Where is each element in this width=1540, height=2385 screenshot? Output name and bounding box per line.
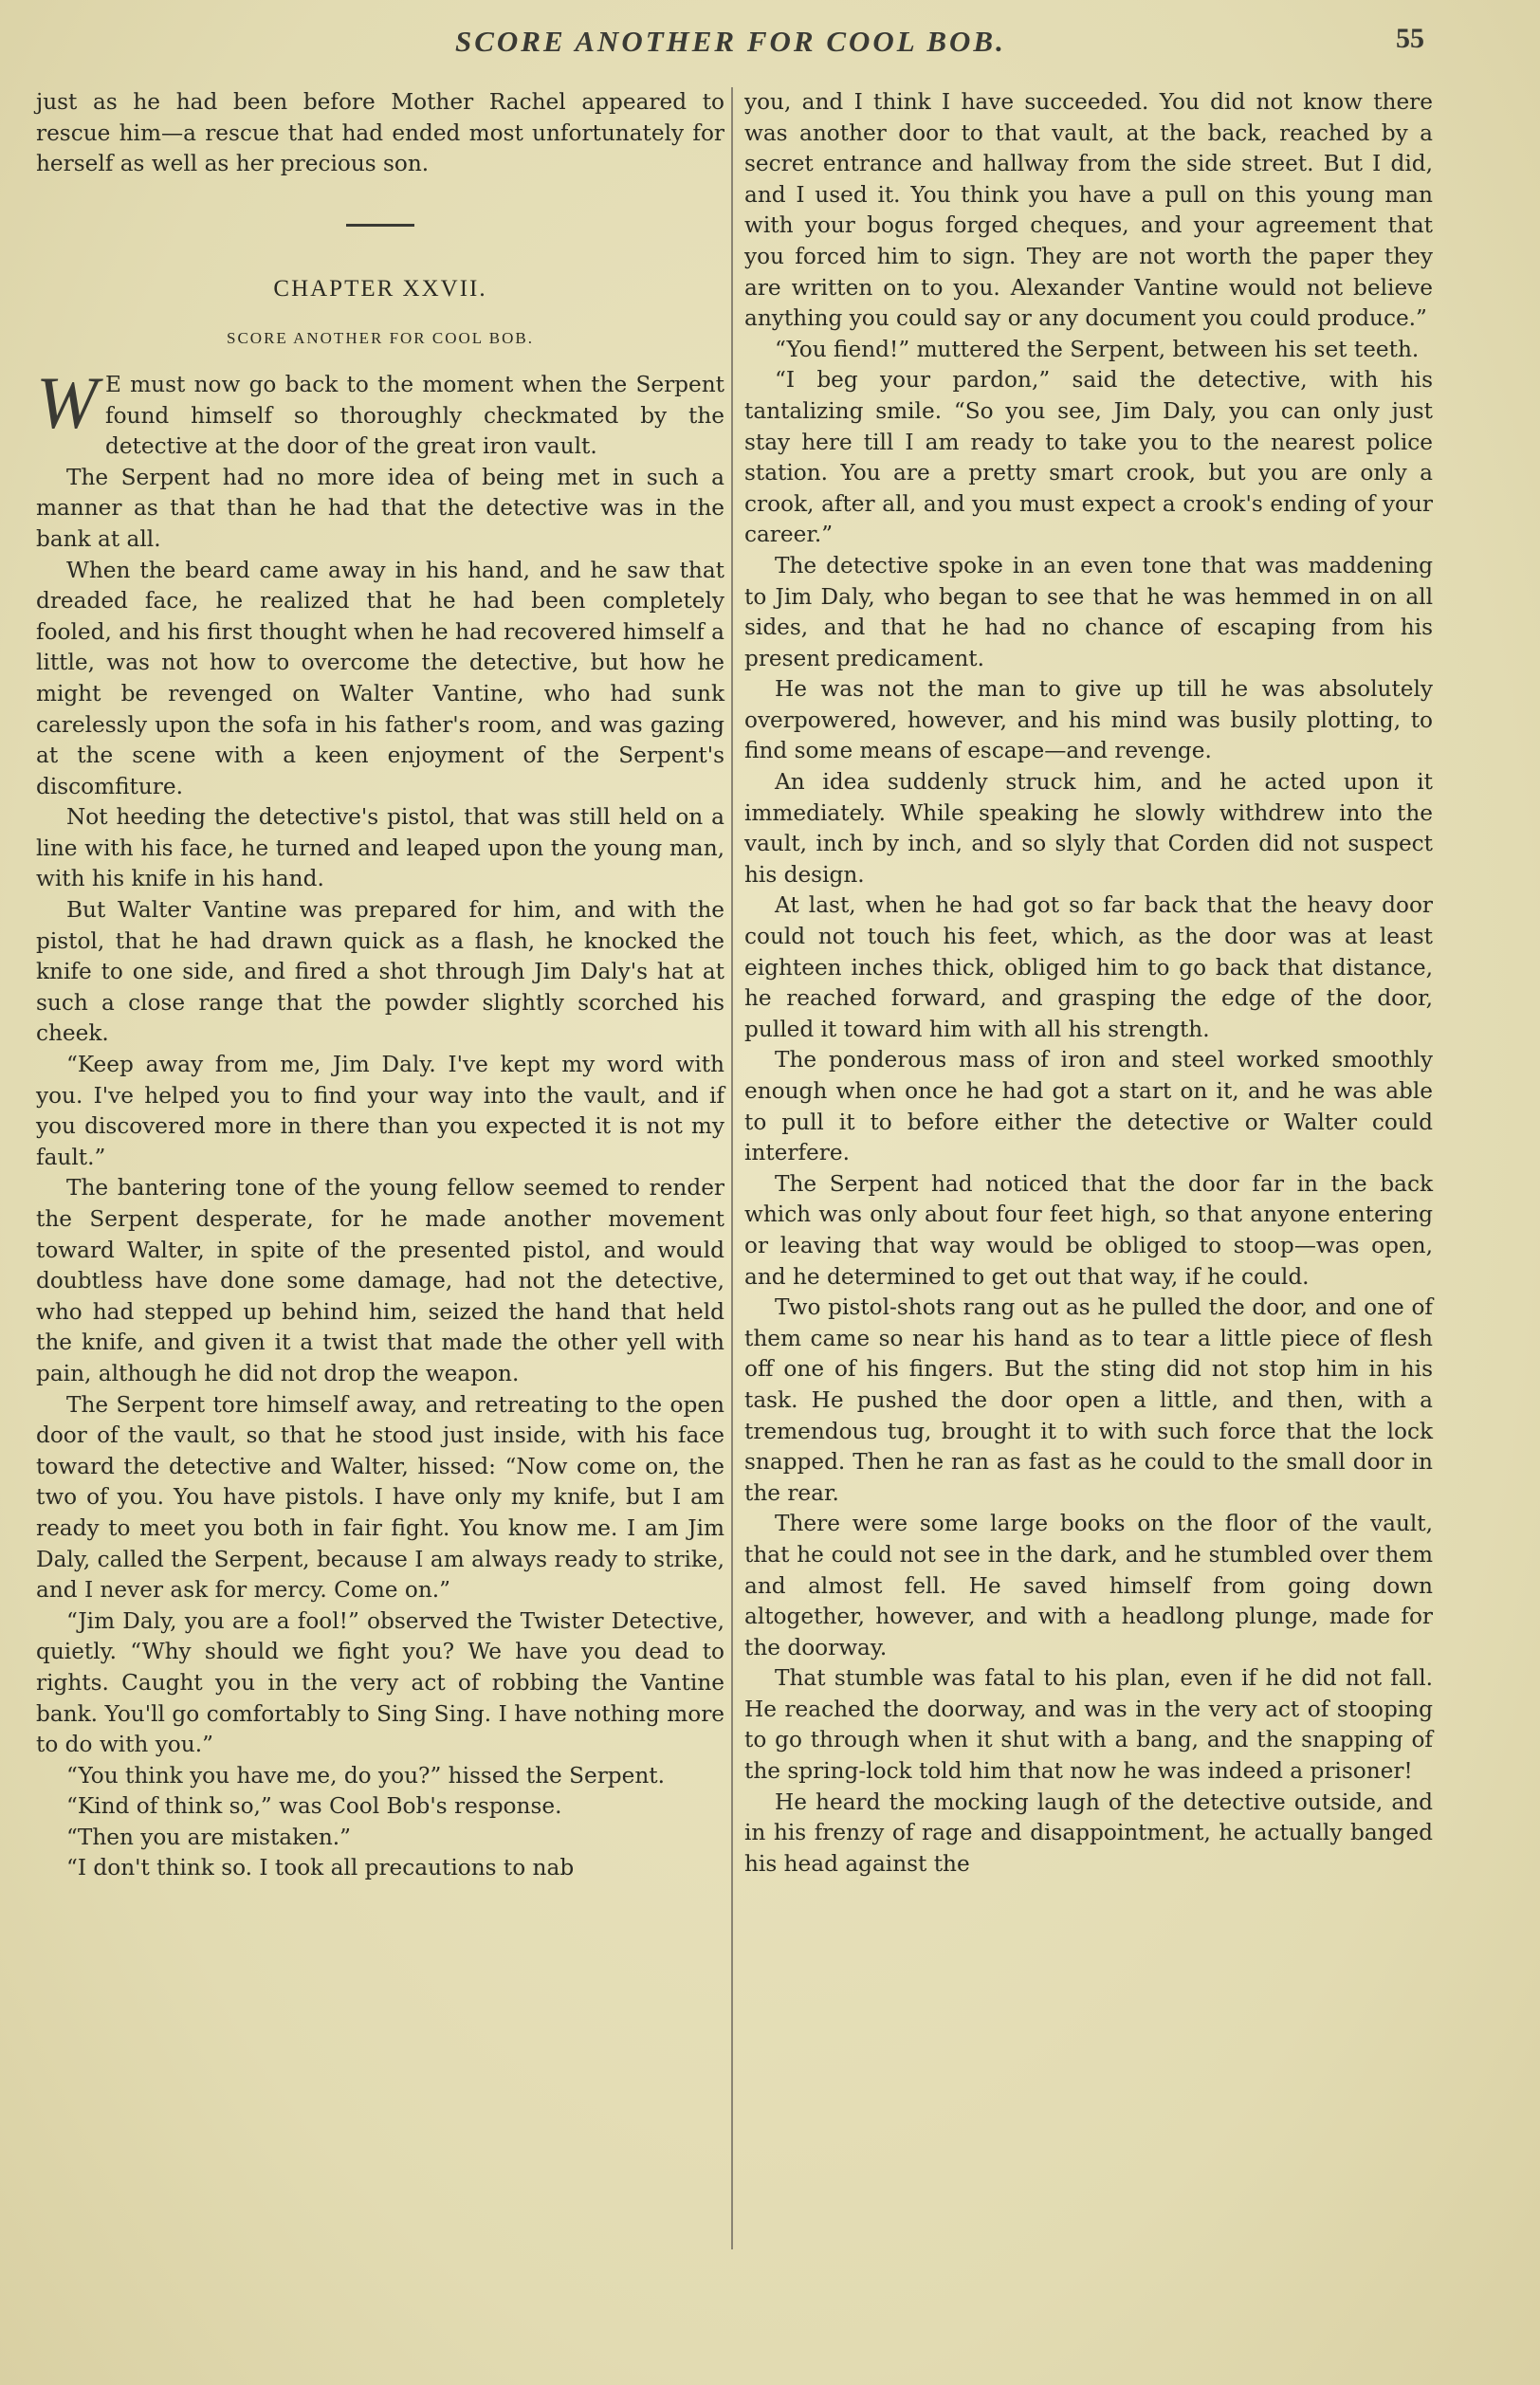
column-divider: [731, 87, 733, 2249]
paragraph: The Serpent had no more idea of being met in such a manner as that than he had that the detective was in the bank at all.: [36, 464, 724, 552]
paragraph: That stumble was fatal to his plan, even if he did not fall. He reached the doorway, and was in the very act of stooping to go through when it shut with a bang, and the snapping of the spring-lock told him that now he was indeed a prisoner!: [744, 1665, 1433, 1785]
continuation-paragraph: you, and I think I have succeeded. You did not know there was another door to that vault, at the back, reached by a secret entrance and hallway from the side street. But I did, and I used it. You think you have a pull on this young man with your bogus forged cheques, and your agreement that you forced him to sign. They are not worth the paper they are written on to you. Alexander Vantine would not believe anything you could say or any document you could produce.”: [744, 89, 1433, 332]
paragraph: The ponderous mass of iron and steel worked smoothly enough when once he had got a start on it, and he was able to pull it to before either the detective or Walter could interfere.: [744, 1047, 1433, 1166]
paragraph: “I beg your pardon,” said the detective, with his tantalizing smile. “So you see, Jim Daly, you can only just stay here till I am ready to take you to the nearest police station. You are a pretty smart crook, but you are only a crook, after all, and you must expect a crook's ending of your career.”: [744, 367, 1433, 548]
paragraph: He was not the man to give up till he was absolutely overpowered, however, and his mind was busily plotting, to find some means of escape—and revenge.: [744, 676, 1433, 764]
paragraph: Not heeding the detective's pistol, that was still held on a line with his face, he turned and leaped upon the young man, with his knife in his hand.: [36, 804, 724, 892]
paragraph: But Walter Vantine was prepared for him, and with the pistol, that he had drawn quick as a flash, he knocked the knife to one side, and fired a shot through Jim Daly's hat at such a close range that the powder slightly scorched his cheek.: [36, 897, 724, 1047]
first-paragraph-text: E must now go back to the moment when the Serpent found himself so thoroughly checkmated by the detective at the door of the great iron vault.: [104, 371, 724, 460]
paragraph: When the beard came away in his hand, and he saw that dreaded face, he realized that he had been completely fooled, and his first thought when he had recovered himself a little, was not how to overcome the detective, but how he might be revenged on Walter Vantine, who had sunk carelessly upon the sofa in his father's room, and was gazing at the scene with a keen enjoyment of the Serpent's discomfiture.: [36, 557, 724, 799]
chapter-heading: CHAPTER XXVII.: [273, 275, 487, 302]
page-number: 55: [1396, 23, 1424, 54]
paragraph: “You fiend!” muttered the Serpent, between his set teeth.: [775, 336, 1420, 362]
paragraph: Two pistol-shots rang out as he pulled the door, and one of them came so near his hand as to tear a little piece of flesh off one of his fingers. But the sting did not stop him in his task. He pushed the door open a little, and then, with a tremendous tug, brought it to with such force that the lock snapped. Then he ran as fast as he could to the small door in the rear.: [744, 1294, 1433, 1506]
paragraph: At last, when he had got so far back that the heavy door could not touch his feet, which, as the door was at least eighteen inches thick, obliged him to go back that distance, he reached forward, and grasping the edge of the door, pulled it toward him with all his strength.: [744, 892, 1433, 1042]
paragraph: “Jim Daly, you are a fool!” observed the Twister Detective, quietly. “Why should we fight you? We have you dead to rights. Caught you in the very act of robbing the Vantine bank. You'll go comfortably to Sing Sing. I have nothing more to do with you.”: [36, 1607, 724, 1758]
paragraph: An idea suddenly struck him, and he acted upon it immediately. While speaking he slowly withdrew into the vault, inch by inch, and so slyly that Corden did not suspect his design.: [744, 769, 1433, 888]
paragraph: The detective spoke in an even tone that was maddening to Jim Daly, who began to see that he was hemmed in on all sides, and that he had no chance of escaping from his present predicament.: [744, 552, 1433, 671]
right-column: [744, 87, 1433, 1880]
paragraph: The bantering tone of the young fellow seemed to render the Serpent desperate, for he made another movement toward Walter, in spite of the presented pistol, and would doubtless have done some damage, had not the detective, who had stepped up behind him, seized the hand that held the knife, and given it a twist that made the other yell with pain, although he did not drop the weapon.: [36, 1175, 724, 1386]
paragraph: “You think you have me, do you?” hissed the Serpent.: [66, 1762, 665, 1789]
running-title: SCORE ANOTHER FOR COOL BOB.: [455, 25, 1006, 58]
paragraph: “Then you are mistaken.”: [66, 1824, 352, 1850]
chapter-first-paragraph: [36, 360, 724, 463]
continuation-paragraph: just as he had been before Mother Rachel appeared to rescue him—a rescue that had ended most unfortunately for herself as well as her precious son.: [36, 89, 724, 177]
paragraph: There were some large books on the floor of the vault, that he could not see in the dark, and he stumbled over them and almost fell. He saved himself from going down altogether, however, and with a headlong plunge, made for the doorway.: [744, 1511, 1433, 1660]
paragraph: The Serpent tore himself away, and retreating to the open door of the vault, so that he stood just inside, with his face toward the detective and Walter, hissed: “Now come on, the two of you. You have pistols. I have only my knife, but I am ready to meet you both in fair fight. You know me. I am Jim Daly, called the Serpent, because I am always ready to strike, and I never ask for mercy. Come on.”: [36, 1391, 724, 1604]
paragraph: The Serpent had noticed that the door far in the back which was only about four feet high, so that anyone entering or leaving that way would be obliged to stoop—was open, and he determined to get out that way, if he could.: [744, 1170, 1433, 1290]
left-column: [36, 87, 724, 1884]
chapter-subtitle: SCORE ANOTHER FOR COOL BOB.: [227, 329, 534, 348]
drop-cap: W: [36, 360, 98, 444]
paragraph: “Kind of think so,” was Cool Bob's response.: [66, 1793, 562, 1820]
paragraph: “I don't think so. I took all precautions to nab: [66, 1855, 575, 1881]
paragraph: He heard the mocking laugh of the detective outside, and in his frenzy of rage and disappointment, he actually banged his head against the: [744, 1789, 1433, 1877]
paragraph: “Keep away from me, Jim Daly. I've kept my word with you. I've helped you to find your way into the vault, and if you discovered more in there than you expected it is not my fault.”: [36, 1052, 724, 1170]
section-separator: [346, 224, 414, 227]
